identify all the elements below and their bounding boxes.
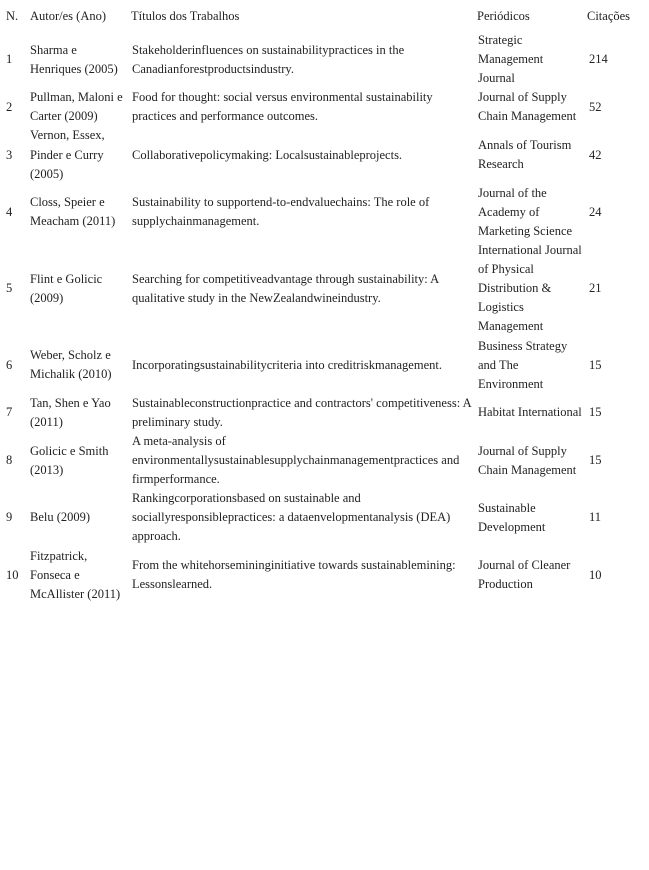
row-journal: Annals of Tourism Research xyxy=(478,138,572,172)
row-citations: 10 xyxy=(589,567,602,582)
row-author: Pullman, Maloni e Carter (2009) xyxy=(30,90,123,124)
row-number: 4 xyxy=(6,204,13,219)
table-row xyxy=(4,88,644,126)
row-citations: 42 xyxy=(589,147,602,162)
row-number: 2 xyxy=(6,99,13,114)
row-number: 8 xyxy=(6,453,13,468)
row-citations: 214 xyxy=(589,52,608,67)
row-title: Collaborativepolicymaking: Localsustainableprojects. xyxy=(132,147,403,162)
row-number: 9 xyxy=(6,510,13,525)
row-number: 10 xyxy=(6,567,19,582)
row-author: Belu (2009) xyxy=(30,510,91,525)
row-title: Stakeholderinfluences on sustainabilitypractices in the Canadianforestproductsindustry. xyxy=(132,42,405,76)
row-journal: Habitat International xyxy=(478,405,582,420)
row-title: Sustainableconstructionpractice and contractors' competitiveness: A preliminary study. xyxy=(132,395,471,429)
row-journal: Journal of Supply Chain Management xyxy=(478,443,577,477)
row-author: Weber, Scholz e Michalik (2010) xyxy=(30,348,112,382)
row-number: 6 xyxy=(6,357,13,372)
header-row xyxy=(4,7,644,31)
row-title: Sustainability to supportend-to-endvaluechains: The role of supplychainmanagement. xyxy=(132,195,430,229)
row-title: Incorporatingsustainabilitycriteria into creditriskmanagement. xyxy=(132,357,442,372)
header-citations: Citações xyxy=(587,9,631,23)
row-author: Tan, Shen e Yao (2011) xyxy=(30,395,111,429)
table-row xyxy=(4,31,644,88)
table-row xyxy=(4,394,644,432)
row-citations: 24 xyxy=(589,204,602,219)
table-row xyxy=(4,337,644,394)
row-title: Food for thought: social versus environmental sustainability practices and performance outcomes. xyxy=(132,90,433,124)
row-author: Sharma e Henriques (2005) xyxy=(30,42,118,76)
row-title: From the whitehorsemininginitiative towards sustainablemining: Lessonslearned. xyxy=(132,558,456,592)
row-citations: 52 xyxy=(589,99,602,114)
row-citations: 15 xyxy=(589,357,602,372)
row-number: 7 xyxy=(6,405,13,420)
table-row xyxy=(4,547,644,604)
header-n: N. xyxy=(6,9,19,23)
row-citations: 15 xyxy=(589,405,602,420)
row-citations: 15 xyxy=(589,453,602,468)
header-title: Títulos dos Trabalhos xyxy=(131,9,240,23)
row-author: Golicic e Smith (2013) xyxy=(30,443,109,477)
row-journal: Journal of Cleaner Production xyxy=(478,558,571,592)
row-author: Closs, Speier e Meacham (2011) xyxy=(30,195,116,229)
row-journal: Business Strategy and The Environment xyxy=(478,338,568,391)
table-row xyxy=(4,489,644,546)
header-author: Autor/es (Ano) xyxy=(30,9,107,23)
row-journal: Sustainable Development xyxy=(478,500,546,534)
header-journal: Periódicos xyxy=(477,9,530,23)
row-number: 5 xyxy=(6,281,13,296)
table-row xyxy=(4,126,644,183)
table-row xyxy=(4,184,644,241)
row-author: Flint e Golicic (2009) xyxy=(30,271,103,305)
row-citations: 21 xyxy=(589,281,602,296)
table-row xyxy=(4,432,644,489)
row-citations: 11 xyxy=(589,510,602,525)
row-title: A meta-analysis of environmentallysustainablesupplychainmanagementpractices and firmperformance. xyxy=(132,433,460,487)
row-journal: Journal of the Academy of Marketing Science xyxy=(478,185,573,238)
row-author: Vernon, Essex, Pinder e Curry (2005) xyxy=(30,128,105,181)
row-journal: Strategic Management Journal xyxy=(478,33,544,86)
row-number: 1 xyxy=(6,52,13,67)
row-journal: Journal of Supply Chain Management xyxy=(478,90,577,124)
articles-table xyxy=(4,7,644,604)
table-row xyxy=(4,241,644,336)
row-title: Rankingcorporationsbased on sustainable and sociallyresponsiblepractices: a dataenvelopmentanalysis (DEA) approach. xyxy=(132,491,451,544)
row-title: Searching for competitiveadvantage through sustainability: A qualitative study in the NewZealandwineindustry. xyxy=(132,271,439,305)
row-number: 3 xyxy=(6,147,13,162)
row-author: Fitzpatrick, Fonseca e McAllister (2011) xyxy=(30,548,121,601)
row-journal: International Journal of Physical Distribution & Logistics Management xyxy=(478,243,582,334)
